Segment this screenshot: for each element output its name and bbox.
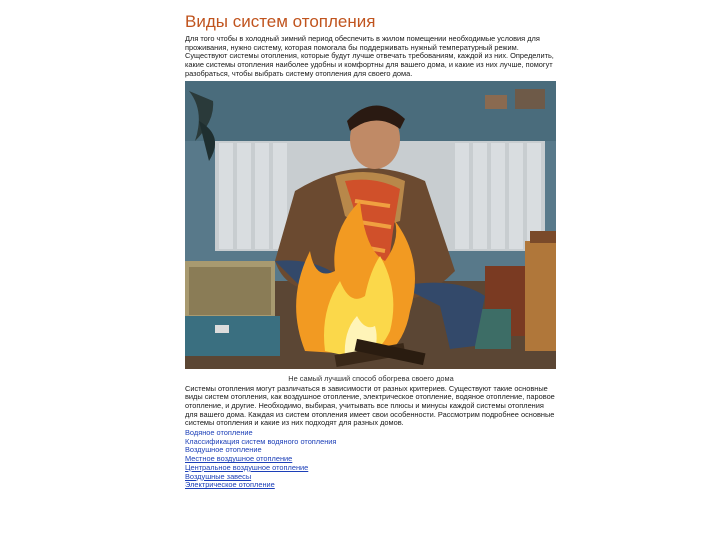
photo-caption: Не самый лучший способ обогрева своего дома xyxy=(288,373,454,383)
link-water-heating[interactable]: Водяное отопление xyxy=(185,428,253,438)
link-local-air-heating[interactable]: Местное воздушное отопление xyxy=(185,454,293,464)
link-central-air-heating[interactable]: Центральное воздушное отопление xyxy=(185,462,309,472)
link-water-heating-classification[interactable]: Классификация систем водяного отопления xyxy=(185,436,337,446)
link-air-heating[interactable]: Воздушное отопление xyxy=(185,445,262,455)
related-links-list xyxy=(185,429,557,490)
article-intro: Для того чтобы в холодный зимний период обеспечить в жилом помещении необходимые условия для проживания, нужно систему, которая помогала бы поддерживать нужный температурный режим. Существуют системы отопления, которые будут лучше отвечать требованиям, каждой из них. Определить, какие системы отопления наиболее удобны и комфортны для вашего дома, и какие из них лучше, помогут разобраться, чтобы выбрать систему отопления для своего дома. xyxy=(185,34,554,78)
photo-man-by-fire-image xyxy=(185,81,556,369)
article-body: Системы отопления могут различаться в зависимости от разных критериев. Существуют такие основные виды систем отопления, как воздушное отопление, электрическое отопление, водяное отопление, паровое отопление, и другие. Необходимо, выбирая, учитывать все плюсы и минусы каждой системы отопления для вашего дома. Каждая из систем отопления имеет свои особенности. Рассмотрим подробнее основные системы отопления и какие из них подходят для разных домов. xyxy=(185,383,555,428)
link-electric-heating[interactable]: Электрическое отопление xyxy=(185,480,275,490)
link-air-curtains[interactable]: Воздушные завесы xyxy=(185,471,252,481)
article-title: Виды систем отопления xyxy=(185,12,376,31)
article-photo xyxy=(185,81,556,369)
article xyxy=(185,8,557,490)
